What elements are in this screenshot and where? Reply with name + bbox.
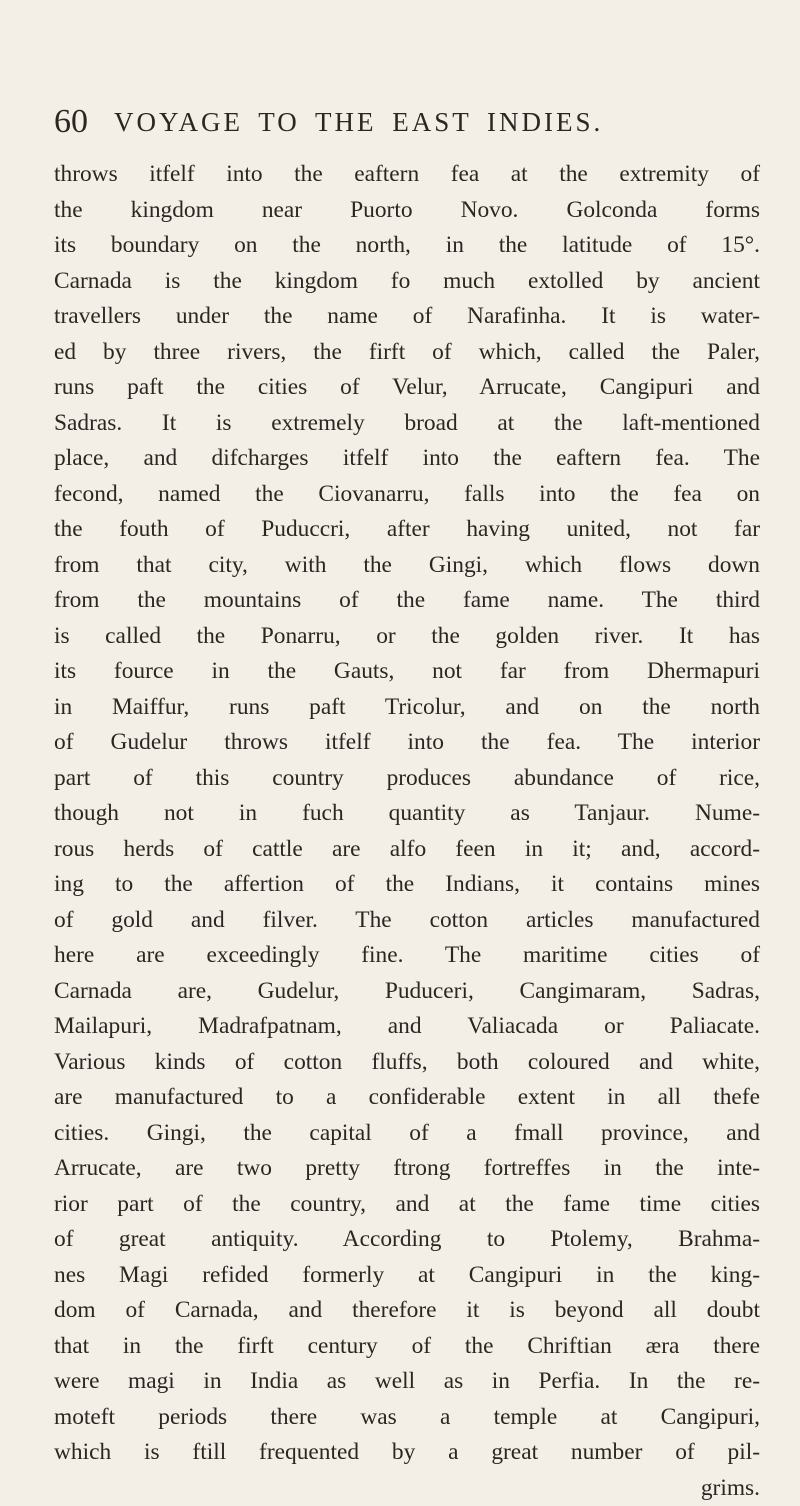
text-line: that in the firft century of the Chriftian æra there — [54, 1329, 760, 1365]
running-head: VOYAGE TO THE EAST INDIES. — [114, 100, 603, 144]
text-line: nes Magi refided formerly at Cangipuri in the king- — [54, 1258, 760, 1294]
catchword-line: grims. — [54, 1471, 760, 1506]
text-line: Carnada are, Gudelur, Puduceri, Cangimaram, Sadras, — [54, 974, 760, 1010]
text-line: runs paft the cities of Velur, Arrucate, Cangipuri and — [54, 370, 760, 406]
text-line: which is ftill frequented by a great number of pil- — [54, 1435, 760, 1471]
text-line: Arrucate, are two pretty ftrong fortreffes in the inte- — [54, 1151, 760, 1187]
text-line: dom of Carnada, and therefore it is beyond all doubt — [54, 1293, 760, 1329]
text-line: moteft periods there was a temple at Cangipuri, — [54, 1400, 760, 1436]
text-line: rous herds of cattle are alfo feen in it; and, accord- — [54, 832, 760, 868]
text-line: from that city, with the Gingi, which flows down — [54, 548, 760, 584]
text-line: ing to the affertion of the Indians, it contains mines — [54, 867, 760, 903]
page-header — [54, 100, 754, 144]
text-line: its fource in the Gauts, not far from Dhermapuri — [54, 654, 760, 690]
text-line: from the mountains of the fame name. The third — [54, 583, 760, 619]
text-line: ed by three rivers, the firft of which, called the Paler, — [54, 335, 760, 371]
text-line: Sadras. It is extremely broad at the laft-mentioned — [54, 406, 760, 442]
text-line: the fouth of Puduccri, after having united, not far — [54, 512, 760, 548]
text-line: the kingdom near Puorto Novo. Golconda forms — [54, 193, 760, 229]
text-line: throws itfelf into the eaftern fea at the extremity of — [54, 157, 760, 193]
text-line: is called the Ponarru, or the golden river. It has — [54, 619, 760, 655]
text-line: rior part of the country, and at the fame time cities — [54, 1187, 760, 1223]
text-line: part of this country produces abundance of rice, — [54, 761, 760, 797]
text-line: place, and difcharges itfelf into the eaftern fea. The — [54, 441, 760, 477]
page-number: 60 — [54, 100, 88, 144]
text-line: of gold and filver. The cotton articles manufactured — [54, 903, 760, 939]
text-line: were magi in India as well as in Perfia. In the re- — [54, 1364, 760, 1400]
text-line: though not in fuch quantity as Tanjaur. Nume- — [54, 796, 760, 832]
text-line: in Maiffur, runs paft Tricolur, and on the north — [54, 690, 760, 726]
text-line: are manufactured to a confiderable extent in all thefe — [54, 1080, 760, 1116]
text-line: cities. Gingi, the capital of a fmall province, and — [54, 1116, 760, 1152]
text-line: travellers under the name of Narafinha. It is water- — [54, 299, 760, 335]
text-line: Carnada is the kingdom fo much extolled by ancient — [54, 264, 760, 300]
text-line: here are exceedingly fine. The maritime cities of — [54, 938, 760, 974]
text-line: of great antiquity. According to Ptolemy, Brahma- — [54, 1222, 760, 1258]
text-line: its boundary on the north, in the latitude of 15°. — [54, 228, 760, 264]
text-line: Mailapuri, Madrafpatnam, and Valiacada or Paliacate. — [54, 1009, 760, 1045]
text-line: fecond, named the Ciovanarru, falls into the fea on — [54, 477, 760, 513]
text-line: Various kinds of cotton fluffs, both coloured and white, — [54, 1045, 760, 1081]
body-text — [54, 157, 760, 1506]
text-line: of Gudelur throws itfelf into the fea. The interior — [54, 725, 760, 761]
